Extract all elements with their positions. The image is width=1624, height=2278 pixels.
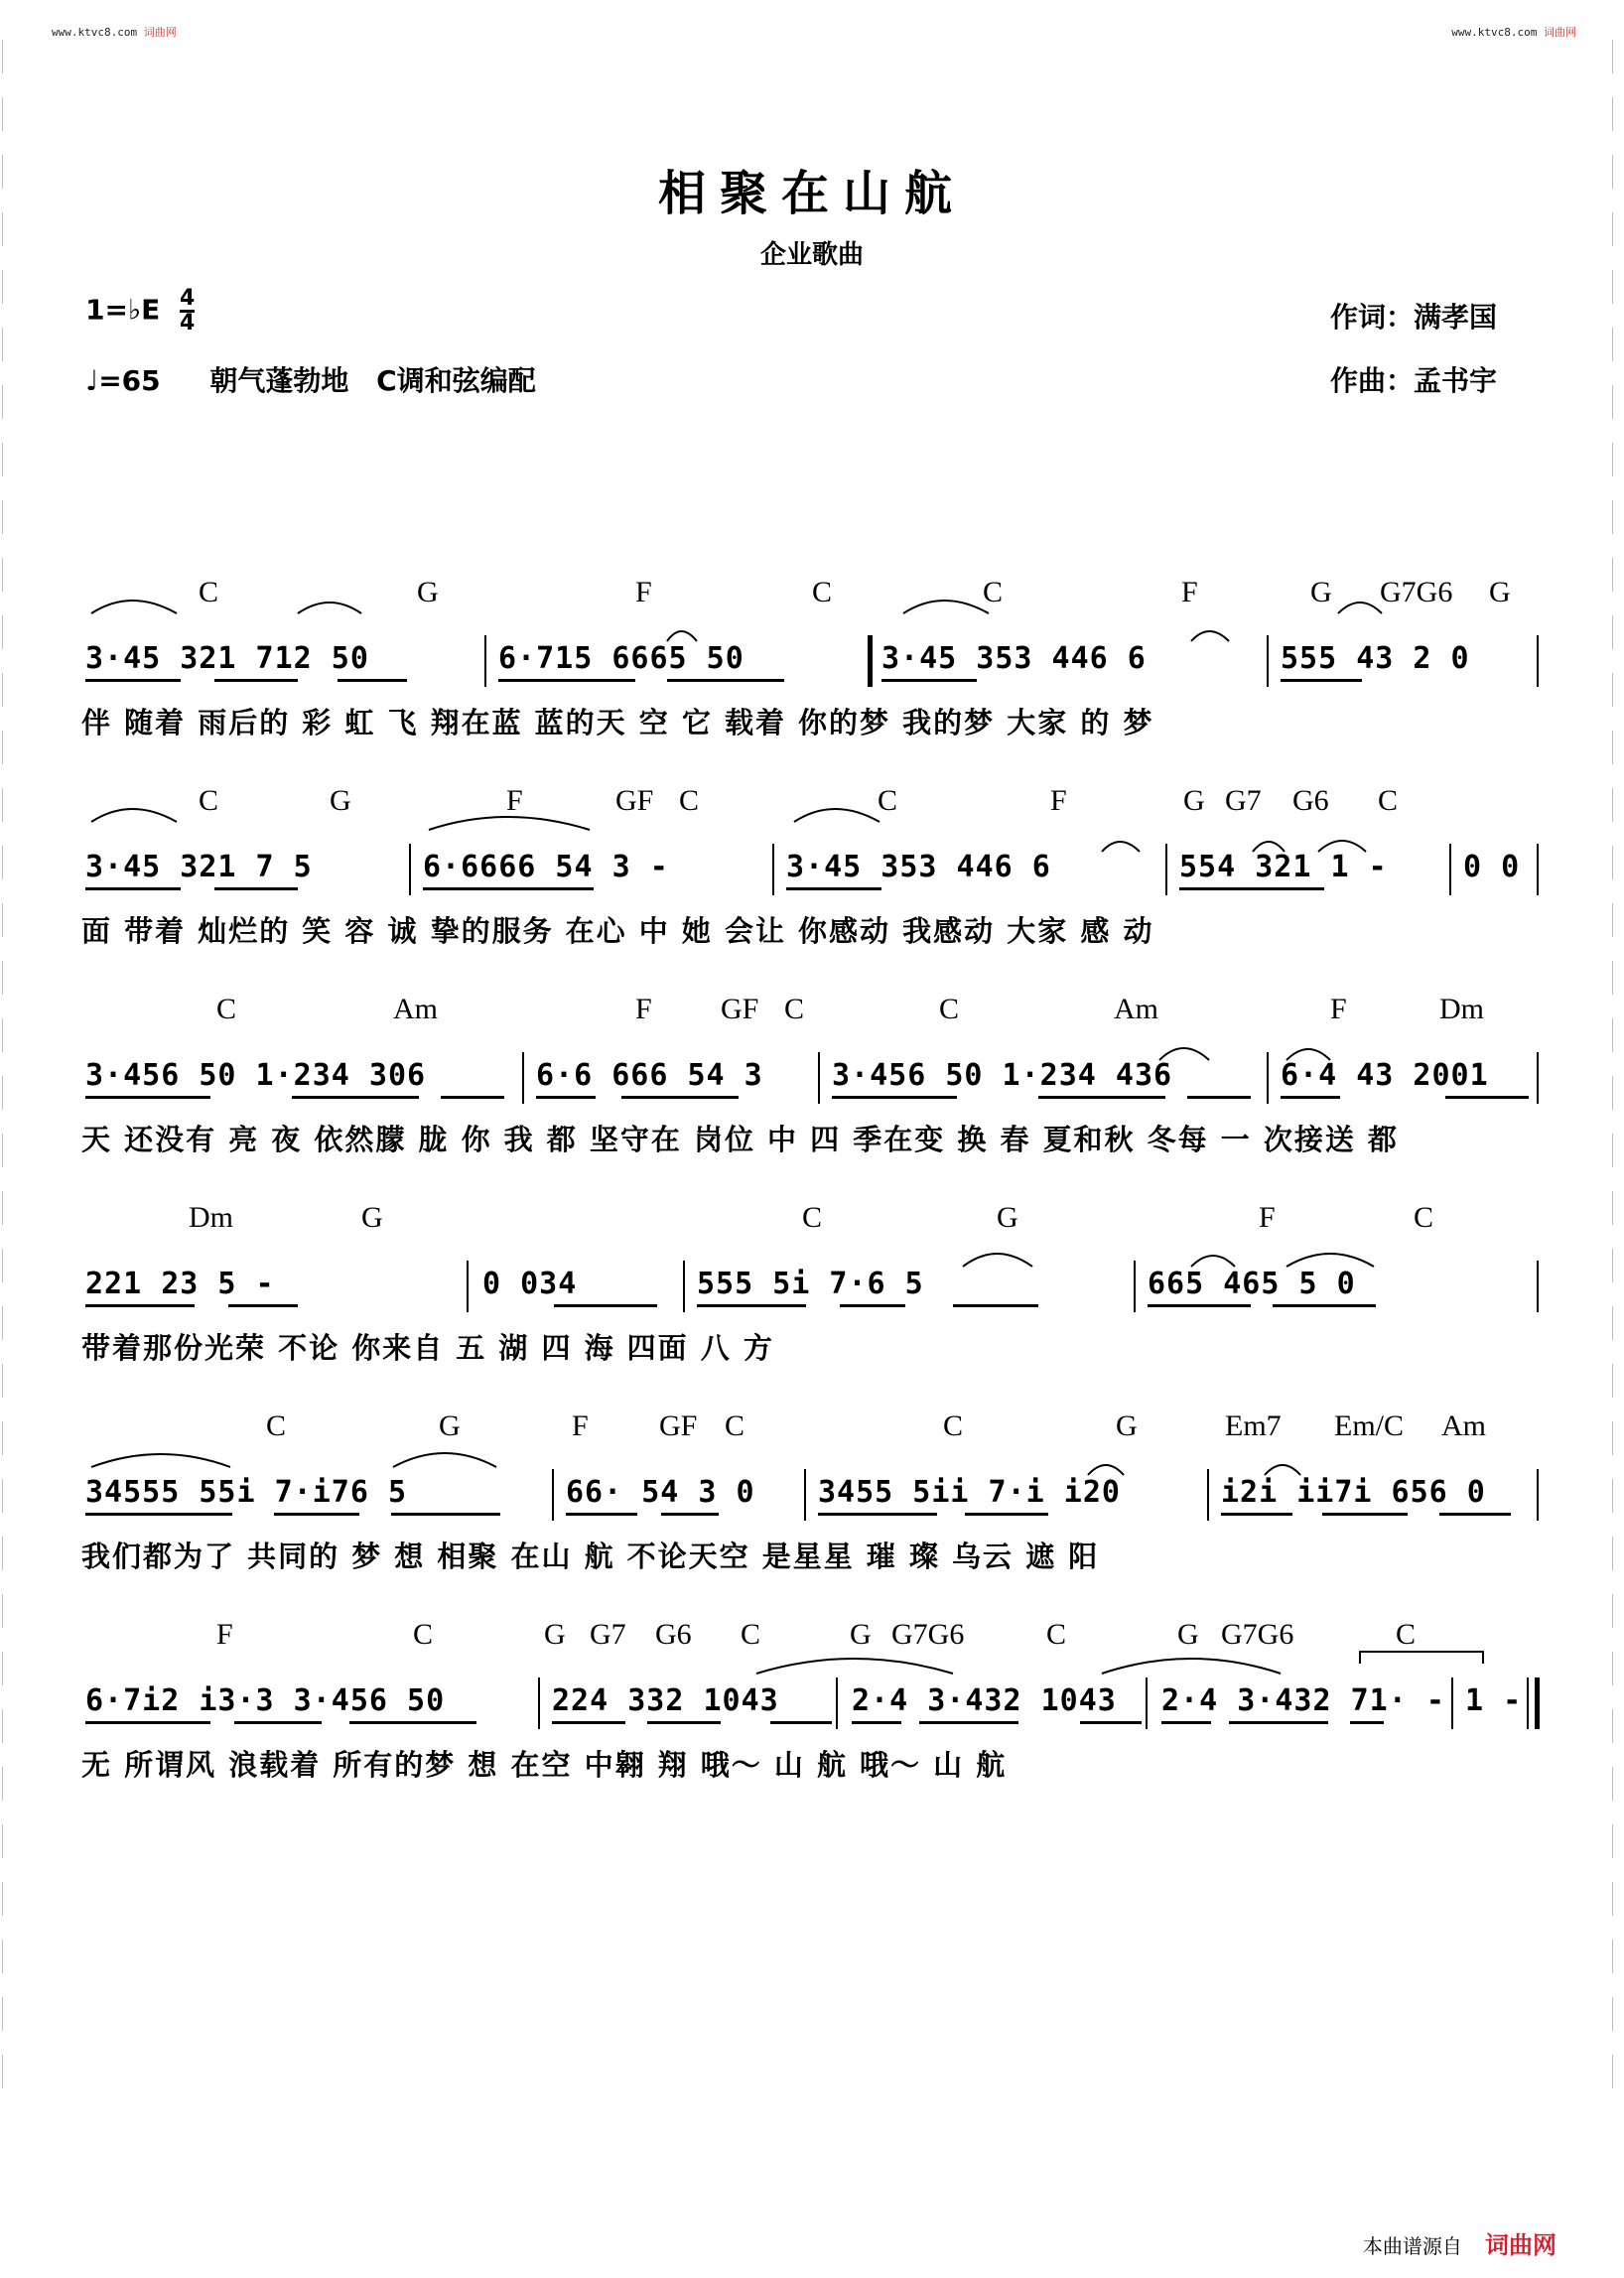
site-url: www.ktvc8.com	[1451, 26, 1538, 39]
chord-symbol: C	[1046, 1618, 1067, 1651]
notation-measure: 3·45 353 446 6	[786, 850, 1051, 884]
bar-line	[409, 844, 411, 895]
chord-symbol: C	[679, 784, 700, 817]
chord-symbol: GF	[615, 784, 654, 817]
site-name: 词曲网	[1544, 26, 1576, 39]
song-subtitle: 企业歌曲	[759, 240, 864, 270]
beam-underline	[661, 1513, 719, 1516]
beam-underline	[1161, 1721, 1211, 1724]
site-name: 词曲网	[143, 26, 177, 39]
bar-line	[1537, 1261, 1539, 1312]
beam-underline	[85, 1721, 210, 1724]
lyric-line: 天 还没有 亮 夜 依然朦 胧 你 我 都 坚守在 岗位 中 四 季在变 换 春 夏和秋 冬每 一 次接送 都	[81, 1123, 1399, 1156]
bar-line	[1537, 844, 1539, 895]
chord-symbol: C	[983, 576, 1004, 608]
beam-underline	[1187, 1096, 1251, 1099]
bar-line	[1165, 844, 1167, 895]
notation-measure: 34555 55i 7·i76 5	[85, 1475, 408, 1510]
beam-underline	[1350, 1721, 1384, 1724]
beam-underline	[1148, 1304, 1251, 1307]
lyric-line: 面 带着 灿烂的 笑 容 诚 挚的服务 在心 中 她 会让 你感动 我感动 大家 感 动	[81, 914, 1154, 948]
chord-symbol: G	[997, 1201, 1018, 1234]
chord-symbol: F	[1181, 576, 1198, 608]
lyric-line: 伴 随着 雨后的 彩 虹 飞 翔在蓝 蓝的天 空 它 载着 你的梦 我的梦 大家 的 梦	[81, 706, 1154, 739]
bar-line	[1537, 635, 1539, 687]
notation-measure: i2i ii7i 656 0	[1221, 1475, 1486, 1510]
slur-arc	[91, 1454, 230, 1467]
beam-underline	[647, 1721, 721, 1724]
beam-underline	[441, 1096, 504, 1099]
chord-symbol: C	[812, 576, 833, 608]
chord-symbol: G6	[1292, 784, 1329, 817]
chord-symbol: G	[850, 1618, 872, 1651]
slur-arc	[91, 601, 177, 613]
slur-arc	[1191, 1256, 1235, 1267]
expression-marking: 朝气蓬勃地	[209, 364, 349, 397]
notation-measure: 3455 5ii 7·i i20	[818, 1475, 1121, 1510]
chord-symbol: F	[1050, 784, 1067, 817]
notation-measure: 224 332 1043	[552, 1683, 779, 1718]
beam-underline	[338, 679, 407, 682]
chord-symbol: C	[1378, 784, 1399, 817]
beam-underline	[536, 1096, 596, 1099]
slur-arc	[903, 601, 989, 613]
arrangement-note: C调和弦编配	[376, 364, 536, 397]
chord-symbol: C	[266, 1409, 287, 1442]
beam-underline	[786, 887, 881, 890]
chord-symbol: G6	[655, 1618, 692, 1651]
chord-symbol: G	[544, 1618, 566, 1651]
beam-underline	[621, 1096, 739, 1099]
bar-line	[818, 1052, 820, 1104]
chord-symbol: G7	[590, 1618, 626, 1651]
chord-symbol: F	[635, 576, 652, 608]
beam-underline	[852, 1721, 901, 1724]
beam-underline	[953, 1304, 1038, 1307]
notation-measure: 3·45 353 446 6	[881, 641, 1147, 676]
bar-line	[1537, 1052, 1539, 1104]
slur-arc	[91, 809, 177, 822]
beam-underline	[349, 1721, 476, 1724]
chord-symbol: C	[939, 993, 960, 1025]
notation-measure: 6·6666 54 3 -	[423, 850, 669, 884]
chord-symbol: G7G6	[1221, 1618, 1294, 1651]
notation-measure: 554 321 1 -	[1179, 850, 1388, 884]
lyric-line: 带着那份光荣 不论 你来自 五 湖 四 海 四面 八 方	[81, 1331, 774, 1365]
beam-underline	[1439, 1513, 1511, 1516]
beam-underline	[228, 1304, 298, 1307]
left-watermark-strip	[0, 40, 14, 2238]
beam-underline	[1281, 679, 1362, 682]
chord-symbol: F	[1259, 1201, 1276, 1234]
bar-line	[1267, 635, 1269, 687]
chord-symbol: G7	[1225, 784, 1262, 817]
bar-line	[1134, 1261, 1136, 1312]
bar-line	[868, 635, 873, 687]
notation-measure: 1 -	[1465, 1683, 1523, 1718]
notation-measure: 3·456 50 1·234 436	[832, 1058, 1173, 1093]
beam-underline	[234, 1721, 322, 1724]
beam-underline	[919, 1721, 1018, 1724]
bar-line	[1146, 1677, 1148, 1729]
bar-line	[467, 1261, 469, 1312]
notation-measure: 665 465 5 0	[1148, 1267, 1356, 1301]
chord-symbol: G	[417, 576, 439, 608]
bar-line	[804, 1469, 806, 1521]
chord-symbol: F	[635, 993, 652, 1025]
beam-underline	[85, 679, 181, 682]
notation-measure: 3·45 321 712 50	[85, 641, 369, 676]
chord-symbol: Dm	[1439, 993, 1484, 1025]
beam-underline	[667, 679, 784, 682]
chord-symbol: C	[199, 576, 219, 608]
volta-bracket	[1360, 1652, 1483, 1664]
lyricist-credit: 作词：满孝国	[1330, 301, 1498, 334]
key-time-signature	[85, 288, 195, 335]
notation-measure: 6·6 666 54 3	[536, 1058, 763, 1093]
notation-measure: 555 43 2 0	[1281, 641, 1470, 676]
beam-underline	[1273, 1304, 1376, 1307]
chord-symbol: C	[199, 784, 219, 817]
chord-symbol: F	[572, 1409, 589, 1442]
beam-underline	[770, 1721, 832, 1724]
chord-symbol: G	[1183, 784, 1205, 817]
key-signature: 1=♭E	[85, 293, 161, 327]
slur-arc	[1102, 842, 1140, 852]
slur-arc	[393, 1453, 496, 1467]
chord-symbol: GF	[721, 993, 759, 1025]
final-bar-line-thick	[1535, 1677, 1540, 1729]
chord-symbol: F	[216, 1618, 233, 1651]
site-header-left[interactable]	[52, 24, 177, 40]
bar-line	[1207, 1469, 1209, 1521]
bar-line	[1537, 1469, 1539, 1521]
beam-underline	[1281, 1096, 1340, 1099]
bar-line	[538, 1677, 540, 1729]
chord-symbol: G	[1489, 576, 1511, 608]
notation-measure: 66· 54 3 0	[566, 1475, 755, 1510]
time-signature	[180, 288, 195, 335]
notation-measure: 6·715 6665 50	[498, 641, 744, 676]
tempo-line	[85, 359, 536, 399]
slur-arc	[298, 603, 361, 613]
chord-symbol: G7G6	[1380, 576, 1453, 608]
song-title: 相聚在山航	[657, 166, 966, 221]
bar-line	[1451, 1677, 1453, 1729]
chord-symbol: G	[439, 1409, 461, 1442]
composer-credit: 作曲：孟书宇	[1330, 364, 1498, 397]
notation-measure: 2·4 3·432 1043	[852, 1683, 1117, 1718]
chord-symbol: G	[1310, 576, 1332, 608]
bar-line	[683, 1261, 685, 1312]
beam-underline	[1221, 1513, 1292, 1516]
beam-underline	[1229, 1721, 1328, 1724]
beam-underline	[1038, 1096, 1165, 1099]
notation-measure: 221 23 5 -	[85, 1267, 275, 1301]
chord-symbol: C	[802, 1201, 823, 1234]
beam-underline	[85, 1096, 210, 1099]
chord-symbol: F	[506, 784, 523, 817]
bar-line	[552, 1469, 554, 1521]
notation-measure: 555 5i 7·6 5	[697, 1267, 924, 1301]
beam-underline	[1322, 1513, 1408, 1516]
final-bar-line-thin	[1527, 1677, 1529, 1729]
beam-underline	[85, 887, 181, 890]
beam-underline	[818, 1513, 937, 1516]
chord-symbol: G	[361, 1201, 383, 1234]
chord-symbol: C	[784, 993, 805, 1025]
chord-symbol: G7G6	[891, 1618, 965, 1651]
slur-arc	[1286, 1254, 1374, 1267]
time-denominator: 4	[180, 311, 196, 335]
chord-symbol: Em/C	[1334, 1409, 1405, 1442]
right-watermark-strip	[1610, 40, 1624, 2238]
slur-arc	[756, 1659, 953, 1674]
chord-symbol: C	[413, 1618, 434, 1651]
notation-measure: 6·4 43 2001	[1281, 1058, 1489, 1093]
chord-symbol: Am	[1114, 993, 1158, 1025]
source-label: 本曲谱源自	[1362, 2234, 1462, 2258]
slur-arc	[1088, 1465, 1124, 1475]
notation-measure: 6·7i2 i3·3 3·456 50	[85, 1683, 446, 1718]
beam-underline	[292, 1096, 419, 1099]
notation-measure: 2·4 3·432 71· -	[1161, 1683, 1445, 1718]
beam-underline	[274, 1513, 359, 1516]
slur-arc	[794, 809, 880, 822]
bar-line	[484, 635, 486, 687]
chord-symbol: C	[725, 1409, 745, 1442]
beam-underline	[85, 1304, 195, 1307]
beam-underline	[697, 1304, 806, 1307]
bar-line	[1449, 844, 1451, 895]
chord-symbol: C	[1414, 1201, 1434, 1234]
lyric-line: 我们都为了 共同的 梦 想 相聚 在山 航 不论天空 是星星 璀 璨 乌云 遮 阳	[81, 1540, 1100, 1573]
beam-underline	[498, 679, 635, 682]
beam-underline	[1080, 1721, 1142, 1724]
notation-measure: 0 034	[482, 1267, 578, 1301]
beam-underline	[881, 679, 977, 682]
chord-symbol: Em7	[1225, 1409, 1282, 1442]
chord-symbol: C	[943, 1409, 964, 1442]
time-numerator: 4	[180, 286, 196, 311]
tempo-marking: ♩=65	[85, 364, 161, 397]
beam-underline	[552, 1721, 625, 1724]
slur-arc	[1191, 631, 1229, 641]
chord-symbol: G	[1116, 1409, 1138, 1442]
chord-symbol: Am	[1441, 1409, 1486, 1442]
lyric-line: 无 所谓风 浪载着 所有的梦 想 在空 中翱 翔 哦～ 山 航 哦～ 山 航	[81, 1748, 1008, 1782]
bar-line	[1267, 1052, 1269, 1104]
chord-symbol: C	[1396, 1618, 1417, 1651]
notation-measure: 3·456 50 1·234 306	[85, 1058, 427, 1093]
beam-underline	[423, 887, 594, 890]
slur-arc	[1338, 603, 1382, 613]
bar-line	[836, 1677, 838, 1729]
site-header-right[interactable]	[1451, 24, 1576, 40]
beam-underline	[554, 1304, 657, 1307]
chord-symbol: F	[1330, 993, 1347, 1025]
beam-underline	[965, 1513, 1048, 1516]
chord-symbol: C	[878, 784, 898, 817]
chord-symbol: Am	[393, 993, 438, 1025]
bar-line	[772, 844, 774, 895]
chord-symbol: C	[741, 1618, 761, 1651]
source-logo: 词曲网	[1485, 2231, 1556, 2259]
slur-arc	[963, 1254, 1032, 1267]
slur-arc	[429, 817, 590, 830]
beam-underline	[214, 679, 298, 682]
beam-underline	[1445, 1096, 1529, 1099]
beam-underline	[566, 1513, 637, 1516]
beam-underline	[391, 1513, 500, 1516]
chord-symbol: C	[216, 993, 237, 1025]
chord-symbol: G	[1177, 1618, 1199, 1651]
beam-underline	[214, 887, 298, 890]
chord-symbol: GF	[659, 1409, 698, 1442]
notation-measure: 0 0	[1463, 850, 1521, 884]
slur-arc	[1265, 1465, 1300, 1475]
beam-underline	[840, 1304, 905, 1307]
footer-source[interactable]	[1363, 2225, 1556, 2260]
site-url: www.ktvc8.com	[52, 26, 138, 39]
slur-arc	[667, 631, 697, 641]
chord-symbol: Dm	[189, 1201, 233, 1234]
beam-underline	[85, 1513, 232, 1516]
beam-underline	[832, 1096, 957, 1099]
slur-arc	[1102, 1659, 1281, 1674]
bar-line	[522, 1052, 524, 1104]
notation-measure: 3·45 321 7 5	[85, 850, 313, 884]
chord-symbol: G	[330, 784, 351, 817]
beam-underline	[1179, 887, 1324, 890]
